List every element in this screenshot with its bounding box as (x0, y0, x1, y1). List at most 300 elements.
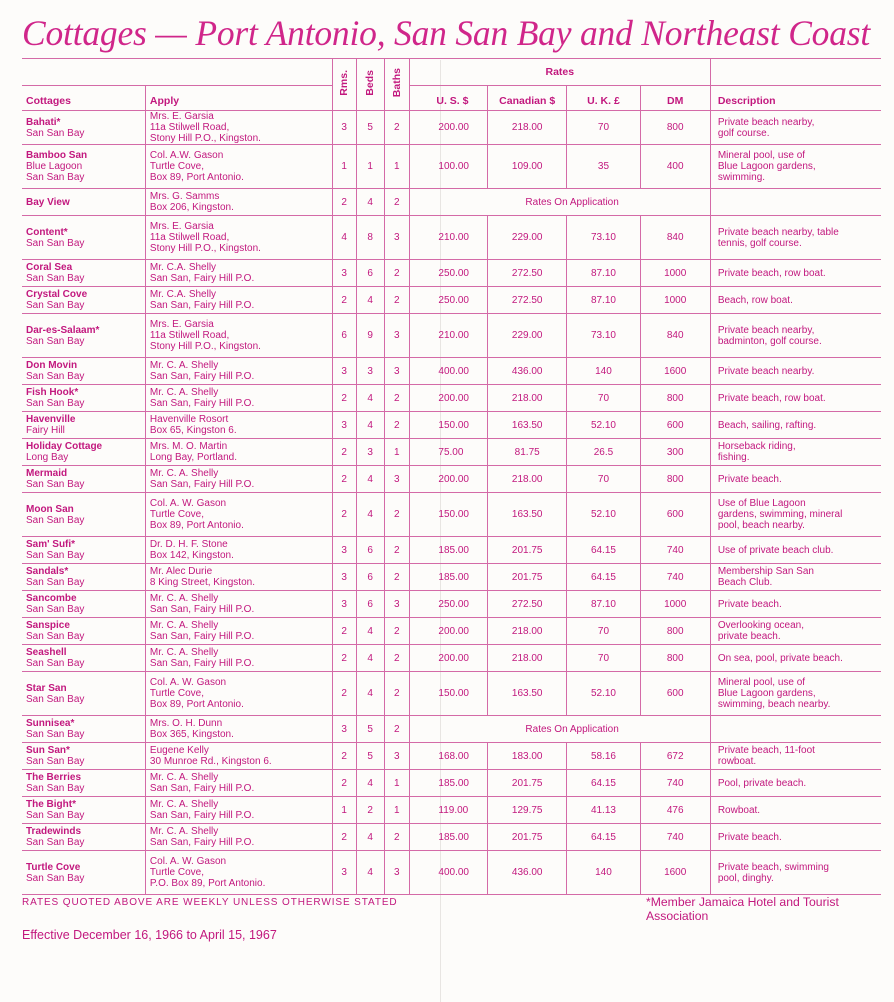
beds-count: 4 (356, 466, 384, 493)
rate-gbp: 52.10 (567, 412, 640, 439)
rates-on-application: Rates On Application (434, 189, 710, 216)
apply-contact: Mr. C. A. Shelly San San, Fairy Hill P.O. (145, 466, 332, 493)
rate-dm: 600 (640, 412, 710, 439)
rooms-count: 3 (332, 537, 356, 564)
rooms-count: 2 (332, 287, 356, 314)
description: Membership San San Beach Club. (710, 564, 881, 591)
rate-dm: 1600 (640, 851, 710, 895)
description: Mineral pool, use of Blue Lagoon gardens, swimming, beach nearby. (710, 672, 881, 716)
beds-count: 5 (356, 716, 384, 743)
table-row (22, 824, 881, 851)
baths-count: 2 (384, 189, 409, 216)
apply-contact: Mr. C. A. Shelly San San, Fairy Hill P.O. (145, 645, 332, 672)
cottage-name: Seashell (26, 647, 67, 658)
table-row (22, 385, 881, 412)
cottage-cell (22, 260, 145, 287)
rate-dm: 1600 (640, 358, 710, 385)
cottage-name: Crystal Cove (26, 289, 88, 300)
cottage-cell (22, 618, 145, 645)
apply-contact: Mrs. G. Samms Box 206, Kingston. (145, 189, 332, 216)
spacer-cell (409, 537, 434, 564)
cottage-location: San San Bay (26, 837, 85, 848)
rate-cad: 201.75 (488, 537, 567, 564)
rate-gbp: 87.10 (567, 591, 640, 618)
description (710, 189, 881, 216)
spacer-cell (409, 851, 434, 895)
rate-gbp: 58.16 (567, 743, 640, 770)
cottage-location: San San Bay (26, 729, 85, 740)
rate-dm: 840 (640, 314, 710, 358)
rate-dm: 300 (640, 439, 710, 466)
baths-count: 2 (384, 672, 409, 716)
cad-header: Canadian $ (488, 86, 567, 111)
description: Private beach. (710, 591, 881, 618)
rate-cad: 218.00 (488, 466, 567, 493)
rate-cad: 163.50 (488, 493, 567, 537)
beds-count: 2 (356, 797, 384, 824)
rooms-count: 6 (332, 314, 356, 358)
spacer-cell (409, 260, 434, 287)
cottage-name: Sunnisea* (26, 718, 75, 729)
page-title: Cottages — Port Antonio, San San Bay and Northeast Coast (22, 13, 871, 53)
beds-count: 4 (356, 618, 384, 645)
apply-header: Apply (145, 86, 332, 111)
rooms-count: 2 (332, 743, 356, 770)
rate-gbp: 140 (567, 358, 640, 385)
baths-count: 2 (384, 385, 409, 412)
baths-count: 2 (384, 537, 409, 564)
beds-count: 6 (356, 591, 384, 618)
spacer-cell (409, 493, 434, 537)
rooms-count: 2 (332, 770, 356, 797)
rates-note: RATES QUOTED ABOVE ARE WEEKLY UNLESS OTHERWISE STATED (22, 897, 398, 908)
rate-dm: 600 (640, 672, 710, 716)
description: Overlooking ocean, private beach. (710, 618, 881, 645)
description: Private beach. (710, 466, 881, 493)
baths-count: 1 (384, 145, 409, 189)
apply-contact: Mrs. O. H. Dunn Box 365, Kingston. (145, 716, 332, 743)
rate-cad: 218.00 (488, 111, 567, 145)
rate-usd: 200.00 (434, 618, 487, 645)
rate-gbp: 87.10 (567, 260, 640, 287)
cottage-name: Mermaid (26, 468, 68, 479)
rate-dm: 740 (640, 824, 710, 851)
table-row (22, 412, 881, 439)
rate-cad: 229.00 (488, 216, 567, 260)
cottage-name: Bamboo San (26, 150, 88, 161)
baths-count: 3 (384, 314, 409, 358)
cottage-name: Coral Sea (26, 262, 73, 273)
table-row (22, 716, 881, 743)
rate-gbp: 64.15 (567, 537, 640, 564)
spacer-cell (409, 743, 434, 770)
cottage-location: San San Bay (26, 273, 85, 284)
table-row (22, 564, 881, 591)
rate-usd: 150.00 (434, 412, 487, 439)
table-row (22, 493, 881, 537)
cottage-location: San San Bay (26, 479, 85, 490)
rate-dm: 1000 (640, 591, 710, 618)
rate-usd: 210.00 (434, 216, 487, 260)
cottage-name: Holiday Cottage (26, 441, 103, 452)
apply-contact: Mr. C. A. Shelly San San, Fairy Hill P.O. (145, 824, 332, 851)
cottage-name: Bahati* (26, 116, 61, 128)
description: Private beach, row boat. (710, 385, 881, 412)
spacer-cell (409, 111, 434, 145)
rate-dm: 400 (640, 145, 710, 189)
rate-cad: 129.75 (488, 797, 567, 824)
cottage-location: San San Bay (26, 756, 85, 767)
rate-usd: 250.00 (434, 591, 487, 618)
baths-count: 1 (384, 770, 409, 797)
table-row (22, 145, 881, 189)
rate-dm: 800 (640, 618, 710, 645)
cottage-name: Dar-es-Salaam* (26, 324, 100, 336)
cottage-name: Sam' Sufi* (26, 539, 76, 550)
table-row (22, 743, 881, 770)
table-row (22, 770, 881, 797)
rate-gbp: 73.10 (567, 216, 640, 260)
rate-gbp: 26.5 (567, 439, 640, 466)
baths-count: 3 (384, 743, 409, 770)
spacer-cell (409, 672, 434, 716)
beds-count: 6 (356, 564, 384, 591)
rooms-count: 3 (332, 716, 356, 743)
apply-contact: Havenville Rosort Box 65, Kingston 6. (145, 412, 332, 439)
cottage-cell (22, 439, 145, 466)
baths-count: 3 (384, 591, 409, 618)
table-row (22, 111, 881, 145)
apply-contact: Mrs. E. Garsia 11a Stilwell Road, Stony Hill P.O., Kingston. (145, 111, 332, 145)
rooms-count: 1 (332, 145, 356, 189)
apply-contact: Dr. D. H. F. Stone Box 142, Kingston. (145, 537, 332, 564)
table-row (22, 314, 881, 358)
table-row (22, 439, 881, 466)
cottage-location: San San Bay (26, 810, 85, 821)
table-row (22, 466, 881, 493)
baths-count: 3 (384, 358, 409, 385)
table-row (22, 851, 881, 895)
cottage-name: The Berries (26, 772, 82, 783)
beds-count: 8 (356, 216, 384, 260)
rate-cad: 272.50 (488, 260, 567, 287)
cottage-cell (22, 358, 145, 385)
rate-usd: 119.00 (434, 797, 487, 824)
description: Pool, private beach. (710, 770, 881, 797)
baths-count: 2 (384, 287, 409, 314)
spacer-cell (409, 564, 434, 591)
beds-count: 4 (356, 851, 384, 895)
rate-dm: 800 (640, 466, 710, 493)
spacer-cell (409, 797, 434, 824)
cottage-location: San San Bay (26, 371, 85, 382)
cottage-cell (22, 672, 145, 716)
rate-usd: 75.00 (434, 439, 487, 466)
membership-note: *Member Jamaica Hotel and Tourist Association (646, 895, 839, 923)
apply-contact: Mr. C. A. Shelly San San, Fairy Hill P.O. (145, 797, 332, 824)
rate-cad: 201.75 (488, 770, 567, 797)
cottage-name: Don Movin (26, 360, 78, 371)
baths-count: 2 (384, 564, 409, 591)
baths-count: 2 (384, 716, 409, 743)
description (710, 716, 881, 743)
description: On sea, pool, private beach. (710, 645, 881, 672)
cottage-name: Havenville (26, 414, 76, 425)
rate-cad: 272.50 (488, 287, 567, 314)
apply-contact: Mr. Alec Durie 8 King Street, Kingston. (145, 564, 332, 591)
description: Horseback riding, fishing. (710, 439, 881, 466)
rate-gbp: 87.10 (567, 287, 640, 314)
rooms-count: 3 (332, 851, 356, 895)
rooms-count: 3 (332, 412, 356, 439)
rate-usd: 185.00 (434, 824, 487, 851)
cottage-cell (22, 216, 145, 260)
rate-dm: 1000 (640, 287, 710, 314)
spacer-cell (409, 314, 434, 358)
cottage-location: San San Bay (26, 604, 85, 615)
table-row (22, 672, 881, 716)
description: Mineral pool, use of Blue Lagoon gardens, swimming. (710, 145, 881, 189)
rooms-count: 2 (332, 385, 356, 412)
rate-dm: 600 (640, 493, 710, 537)
rooms-count: 1 (332, 797, 356, 824)
cottage-cell (22, 466, 145, 493)
description: Private beach. (710, 824, 881, 851)
rate-dm: 740 (640, 537, 710, 564)
table-row (22, 260, 881, 287)
rate-dm: 740 (640, 770, 710, 797)
cottage-name: Sun San* (26, 745, 70, 756)
rate-cad: 183.00 (488, 743, 567, 770)
rate-cad: 201.75 (488, 564, 567, 591)
rooms-count: 3 (332, 358, 356, 385)
spacer-cell (409, 439, 434, 466)
cottage-location: Blue Lagoon San San Bay (26, 161, 85, 183)
cottage-cell (22, 287, 145, 314)
rate-dm: 740 (640, 564, 710, 591)
cottage-name: Sanspice (26, 620, 70, 631)
rate-usd: 168.00 (434, 743, 487, 770)
baths-count: 2 (384, 493, 409, 537)
rate-usd: 200.00 (434, 111, 487, 145)
spacer-cell (409, 645, 434, 672)
rooms-count: 3 (332, 260, 356, 287)
rms-header: Rms. (332, 59, 356, 111)
cottage-cell (22, 412, 145, 439)
cottage-name: Star San (26, 682, 67, 694)
rate-dm: 800 (640, 385, 710, 412)
cottage-cell (22, 537, 145, 564)
rooms-count: 2 (332, 824, 356, 851)
apply-contact: Col. A.W. Gason Turtle Cove, Box 89, Port Antonio. (145, 145, 332, 189)
rate-cad: 436.00 (488, 358, 567, 385)
apply-contact: Mr. C. A. Shelly San San, Fairy Hill P.O. (145, 385, 332, 412)
baths-count: 1 (384, 797, 409, 824)
description: Use of private beach club. (710, 537, 881, 564)
rate-cad: 81.75 (488, 439, 567, 466)
spacer-cell (409, 716, 434, 743)
cottage-location: San San Bay (26, 398, 85, 409)
baths-count: 2 (384, 618, 409, 645)
rate-gbp: 41.13 (567, 797, 640, 824)
table-row (22, 537, 881, 564)
dm-header: DM (640, 86, 710, 111)
table-row (22, 189, 881, 216)
rooms-count: 2 (332, 618, 356, 645)
beds-count: 6 (356, 537, 384, 564)
spacer-cell (409, 385, 434, 412)
rate-cad: 272.50 (488, 591, 567, 618)
rate-gbp: 64.15 (567, 770, 640, 797)
rate-gbp: 140 (567, 851, 640, 895)
cottage-name: Turtle Cove (26, 861, 81, 873)
cottage-location: San San Bay (26, 577, 85, 588)
cottage-name: Sancombe (26, 593, 77, 604)
beds-count: 4 (356, 645, 384, 672)
spacer-cell (409, 824, 434, 851)
baths-count: 2 (384, 824, 409, 851)
cottage-cell (22, 743, 145, 770)
rates-header: Rates (409, 59, 710, 86)
apply-contact: Mr. C. A. Shelly San San, Fairy Hill P.O. (145, 358, 332, 385)
rate-usd: 210.00 (434, 314, 487, 358)
rate-dm: 800 (640, 111, 710, 145)
apply-contact: Mr. C.A. Shelly San San, Fairy Hill P.O. (145, 287, 332, 314)
cottage-name: Sandals* (26, 566, 69, 577)
apply-contact: Mrs. M. O. Martin Long Bay, Portland. (145, 439, 332, 466)
rate-gbp: 70 (567, 385, 640, 412)
cottage-cell (22, 797, 145, 824)
cottage-location: San San Bay (26, 631, 85, 642)
baths-count: 2 (384, 260, 409, 287)
rate-usd: 250.00 (434, 287, 487, 314)
cottage-cell (22, 493, 145, 537)
beds-count: 3 (356, 439, 384, 466)
spacer-cell (409, 216, 434, 260)
beds-count: 6 (356, 260, 384, 287)
baths-count: 2 (384, 645, 409, 672)
cottage-location: San San Bay (26, 658, 85, 669)
cottage-location: San San Bay (26, 514, 85, 526)
beds-count: 4 (356, 189, 384, 216)
rate-gbp: 70 (567, 645, 640, 672)
beds-count: 4 (356, 287, 384, 314)
beds-count: 4 (356, 385, 384, 412)
rate-cad: 163.50 (488, 412, 567, 439)
rate-usd: 200.00 (434, 385, 487, 412)
rate-usd: 400.00 (434, 851, 487, 895)
cottage-cell (22, 824, 145, 851)
beds-count: 1 (356, 145, 384, 189)
beds-count: 5 (356, 743, 384, 770)
apply-contact: Mrs. E. Garsia 11a Stilwell Road, Stony Hill P.O., Kingston. (145, 314, 332, 358)
rate-usd: 150.00 (434, 493, 487, 537)
usd-header: U. S. $ (434, 86, 487, 111)
cottage-location: San San Bay (26, 237, 85, 249)
beds-count: 4 (356, 824, 384, 851)
rate-cad: 218.00 (488, 645, 567, 672)
rate-usd: 200.00 (434, 645, 487, 672)
cottage-cell (22, 851, 145, 895)
spacer-cell (409, 591, 434, 618)
rooms-count: 3 (332, 564, 356, 591)
rate-usd: 400.00 (434, 358, 487, 385)
spacer-cell (409, 618, 434, 645)
apply-contact: Mrs. E. Garsia 11a Stilwell Road, Stony Hill P.O., Kingston. (145, 216, 332, 260)
cottage-cell (22, 770, 145, 797)
rate-dm: 840 (640, 216, 710, 260)
description: Private beach nearby, table tennis, golf course. (710, 216, 881, 260)
rate-usd: 185.00 (434, 564, 487, 591)
rate-usd: 150.00 (434, 672, 487, 716)
rate-usd: 200.00 (434, 466, 487, 493)
spacer-cell (409, 189, 434, 216)
rooms-count: 2 (332, 439, 356, 466)
rate-cad: 163.50 (488, 672, 567, 716)
description: Private beach, row boat. (710, 260, 881, 287)
rooms-count: 4 (332, 216, 356, 260)
baths-count: 3 (384, 216, 409, 260)
cottage-cell (22, 314, 145, 358)
rooms-count: 2 (332, 466, 356, 493)
description: Private beach, 11-foot rowboat. (710, 743, 881, 770)
cottage-location: San San Bay (26, 127, 85, 139)
effective-dates: Effective December 16, 1966 to April 15, 1967 (22, 928, 277, 942)
cottage-name: Moon San (26, 503, 74, 515)
cottage-location: San San Bay (26, 872, 85, 884)
rate-cad: 201.75 (488, 824, 567, 851)
rates-on-application: Rates On Application (434, 716, 710, 743)
cottage-name: The Bight* (26, 799, 76, 810)
rate-cad: 218.00 (488, 385, 567, 412)
description-header: Description (710, 86, 881, 111)
description: Private beach nearby, badminton, golf course. (710, 314, 881, 358)
spacer-cell (409, 358, 434, 385)
description: Private beach nearby. (710, 358, 881, 385)
description: Private beach nearby, golf course. (710, 111, 881, 145)
table-row (22, 216, 881, 260)
rate-gbp: 35 (567, 145, 640, 189)
cottage-cell (22, 564, 145, 591)
rooms-count: 3 (332, 111, 356, 145)
spacer-cell (409, 412, 434, 439)
rates-table (22, 58, 881, 895)
cottage-location: San San Bay (26, 335, 85, 347)
beds-count: 4 (356, 412, 384, 439)
cottage-cell (22, 189, 145, 216)
cottage-location: San San Bay (26, 550, 85, 561)
description: Beach, sailing, rafting. (710, 412, 881, 439)
rate-gbp: 73.10 (567, 314, 640, 358)
beds-count: 9 (356, 314, 384, 358)
spacer-cell (409, 466, 434, 493)
baths-count: 2 (384, 111, 409, 145)
rooms-count: 2 (332, 189, 356, 216)
cottage-cell (22, 111, 145, 145)
baths-count: 3 (384, 466, 409, 493)
spacer-cell (409, 145, 434, 189)
beds-count: 4 (356, 770, 384, 797)
spacer-cell (409, 770, 434, 797)
beds-count: 4 (356, 672, 384, 716)
cottage-location: San San Bay (26, 693, 85, 705)
cottage-location: Long Bay (26, 452, 69, 463)
beds-header: Beds (356, 59, 384, 111)
table-row (22, 591, 881, 618)
cottage-cell (22, 385, 145, 412)
cottage-cell (22, 591, 145, 618)
table-row (22, 358, 881, 385)
